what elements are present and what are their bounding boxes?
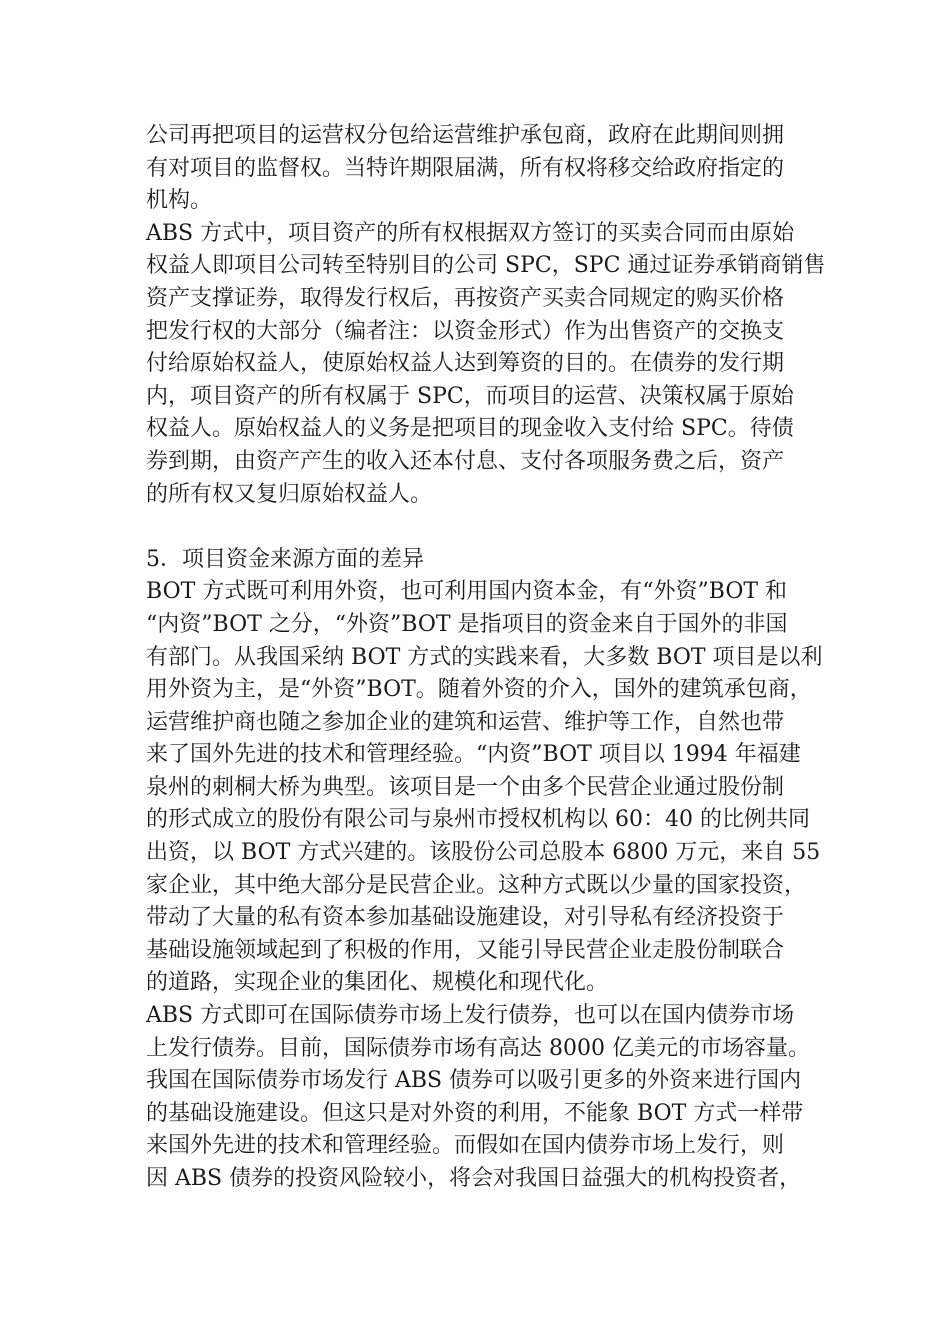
paragraph-line: 机构。 xyxy=(146,188,213,214)
paragraph-line: 的道路，实现企业的集团化、规模化和现代化。 xyxy=(146,970,609,996)
paragraph-line: 资产支撑证券，取得发行权后，再按资产买卖合同规定的购买价格 xyxy=(146,285,785,311)
paragraph-line: 券到期，由资产产生的收入还本付息、支付各项服务费之后，资产 xyxy=(146,448,785,474)
paragraph-line: 有对项目的监督权。当特许期限届满，所有权将移交给政府指定的 xyxy=(146,155,785,181)
paragraph-spacer xyxy=(146,511,806,544)
document-body xyxy=(146,120,826,1196)
paragraph-line: 用外资为主，是“外资”BOT。随着外资的介入，国外的建筑承包商， xyxy=(146,677,812,703)
paragraph-line: 泉州的刺桐大桥为典型。该项目是一个由多个民营企业通过股份制 xyxy=(146,774,785,800)
paragraph-line: ABS 方式即可在国际债券市场上发行债券，也可以在国内债券市场 xyxy=(146,1003,795,1029)
paragraph-line: 来了国外先进的技术和管理经验。“内资”BOT 项目以 1994 年福建 xyxy=(146,742,801,768)
paragraph-line: 出资，以 BOT 方式兴建的。该股份公司总股本 6800 万元，来自 55 xyxy=(146,840,821,866)
paragraph-line: 的基础设施建设。但这只是对外资的利用，不能象 BOT 方式一样带 xyxy=(146,1100,804,1126)
paragraph-line: 内，项目资产的所有权属于 SPC，而项目的运营、决策权属于原始 xyxy=(146,383,794,409)
paragraph-line: 权益人。原始权益人的义务是把项目的现金收入支付给 SPC。待债 xyxy=(146,416,794,442)
paragraph-line: 把发行权的大部分（编者注：以资金形式）作为出售资产的交换支 xyxy=(146,318,785,344)
paragraph-line: 来国外先进的技术和管理经验。而假如在国内债券市场上发行，则 xyxy=(146,1133,785,1159)
paragraph-line: 运营维护商也随之参加企业的建筑和运营、维护等工作，自然也带 xyxy=(146,709,785,735)
paragraph-line: BOT 方式既可利用外资，也可利用国内资本金，有“外资”BOT 和 xyxy=(146,579,788,605)
paragraph-line: “内资”BOT 之分，“外资”BOT 是指项目的资金来自于国外的非国 xyxy=(146,611,788,637)
paragraph-line: 上发行债券。目前，国际债券市场有高达 8000 亿美元的市场容量。 xyxy=(146,1035,810,1061)
paragraph-line: 的所有权又复归原始权益人。 xyxy=(146,481,433,507)
paragraph-line: 基础设施领域起到了积极的作用，又能引导民营企业走股份制联合 xyxy=(146,937,785,963)
paragraph-line: 付给原始权益人，使原始权益人达到筹资的目的。在债券的发行期 xyxy=(146,351,785,377)
paragraph-line: 带动了大量的私有资本参加基础设施建设，对引导私有经济投资于 xyxy=(146,905,785,931)
paragraph-line: 的形式成立的股份有限公司与泉州市授权机构以 60：40 的比例共同 xyxy=(146,807,810,833)
paragraph-line: 有部门。从我国采纳 BOT 方式的实践来看，大多数 BOT 项目是以利 xyxy=(146,644,823,670)
paragraph-line: 家企业，其中绝大部分是民营企业。这种方式既以少量的国家投资， xyxy=(146,872,807,898)
section-heading: 5．项目资金来源方面的差异 xyxy=(146,546,424,572)
paragraph-line: 我国在国际债券市场发行 ABS 债券可以吸引更多的外资来进行国内 xyxy=(146,1068,802,1094)
paragraph-line: 因 ABS 债券的投资风险较小，将会对我国日益强大的机构投资者， xyxy=(146,1166,802,1191)
paragraph-line: ABS 方式中，项目资产的所有权根据双方签订的买卖合同而由原始 xyxy=(146,220,795,246)
paragraph-line: 公司再把项目的运营权分包给运营维护承包商，政府在此期间则拥 xyxy=(146,123,785,148)
paragraph-line: 权益人即项目公司转至特别目的公司 SPC，SPC 通过证券承销商销售 xyxy=(146,253,826,279)
